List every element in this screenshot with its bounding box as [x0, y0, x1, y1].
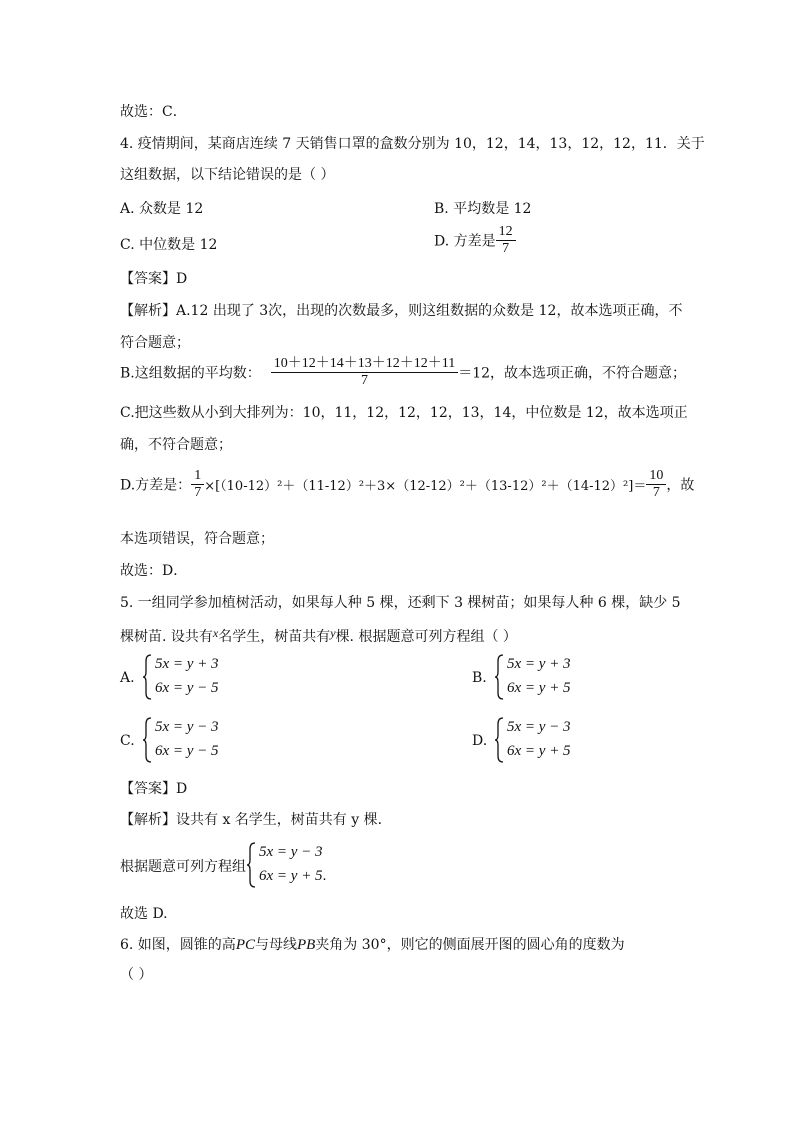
q4-mean-fraction	[271, 356, 458, 389]
q4-stem-line1: 4. 疫情期间，某商店连续 7 天销售口罩的盒数分别为 10，12，14，13，12，12，11．关于	[120, 136, 705, 152]
q4-option-d	[434, 224, 516, 257]
q4-analysis-c-line2: 确，不符合题意；	[120, 437, 232, 453]
q5-option-b-system	[494, 654, 614, 704]
segment-pc: PC	[235, 937, 255, 953]
q4-option-b: B. 平均数是 12	[434, 201, 532, 217]
q5-conclusion: 故选 D.	[120, 906, 168, 922]
q5-stem-line2	[120, 624, 517, 646]
q5-answer: 【答案】D	[120, 781, 188, 797]
equation-1: 5x = y + 3	[155, 656, 219, 672]
fraction-denominator: 7	[646, 484, 666, 501]
q5-option-c-label: C.	[120, 733, 135, 749]
q5-stem-line1: 5. 一组同学参加植树活动，如果每人种 5 棵，还剩下 3 棵树苗；如果每人种 6 棵，缺少 5	[120, 595, 681, 611]
q4-conclusion: 故选：D．	[120, 563, 188, 579]
q4-option-a: A. 众数是 12	[120, 201, 204, 217]
equation-2-text: 6x = y + 5	[259, 868, 323, 884]
left-brace-icon	[494, 717, 504, 761]
equation-2: 6x = y − 5	[155, 743, 219, 759]
q4-stem-line2: 这组数据，以下结论错误的是（ ）	[120, 167, 335, 183]
fraction-denominator: 7	[271, 372, 458, 389]
left-brace-icon	[246, 842, 256, 886]
q6-stem-line1	[120, 936, 625, 954]
q5-option-b-label: B.	[472, 670, 487, 686]
q4-option-d-label: D. 方差是	[434, 233, 496, 250]
q4-analysis-line1: 【解析】A.12 出现了 3次，出现的次数最多，则这组数据的众数是 12，故本选项正确，不	[120, 303, 683, 319]
equation-1: 5x = y − 3	[155, 719, 219, 735]
q5-analysis: 【解析】设共有 x 名学生，树苗共有 y 棵．	[120, 812, 392, 828]
q6-stem-text-b: 与母线	[254, 937, 297, 953]
fraction-numerator: 1	[194, 468, 202, 483]
q5-stem-text-c: 棵. 根据题意可列方程组（ ）	[335, 629, 517, 645]
q5-system-prefix: 根据题意可列方程组	[120, 859, 246, 875]
q4-variance-fraction-1	[191, 468, 204, 501]
fraction-denominator: 7	[496, 240, 516, 257]
q5-solution-system	[246, 842, 366, 892]
equation-2: 6x = y − 5	[155, 680, 219, 696]
fraction-numerator: 10＋12＋14＋13＋12＋12＋11	[273, 356, 456, 371]
q4-analysis-b-suffix: ＝12，故本选项正确，不符合题意；	[458, 365, 687, 382]
q5-option-a-label: A.	[120, 670, 135, 686]
q6-stem-text-c: 夹角为 30°，则它的侧面展开图的圆心角的度数为	[315, 937, 625, 953]
equation-2	[259, 868, 326, 885]
q3-conclusion: 故选：C．	[120, 104, 187, 120]
equation-1: 5x = y + 3	[507, 656, 571, 672]
q6-stem-line2: （ ）	[120, 967, 153, 983]
equation-1: 5x = y − 3	[507, 719, 571, 735]
segment-pb: PB	[296, 937, 316, 953]
q5-stem-text-a: 棵树苗. 设共有	[120, 629, 213, 645]
equation-2: 6x = y + 5	[507, 680, 571, 696]
equation-period: .	[322, 868, 327, 884]
q4-analysis-d	[120, 468, 694, 501]
q4-variance-fraction-2	[646, 468, 666, 501]
q5-option-d-label: D.	[472, 733, 488, 749]
q5-option-a-system	[142, 654, 262, 704]
fraction-numerator: 10	[649, 468, 664, 483]
q4-analysis-c-line1: C.把这些数从小到大排列为：10，11，12，12，12，13，14，中位数是 12，故本选项正	[120, 405, 688, 421]
q5-option-c-system	[142, 717, 262, 767]
q4-analysis-line2: 符合题意；	[120, 335, 190, 351]
q4-variance-expression: ×[（10-12）²＋（11-12）²＋3×（12-12）²＋（13-12）²＋（14-12）²]＝	[204, 479, 647, 494]
left-brace-icon	[494, 654, 504, 698]
q4-analysis-d-suffix: ，故	[666, 477, 695, 494]
fraction-denominator: 7	[191, 484, 204, 501]
q6-stem-text-a: 6. 如图，圆锥的高	[120, 937, 236, 953]
variable-x: x	[212, 626, 219, 640]
left-brace-icon	[142, 654, 152, 698]
q4-analysis-b-prefix: B.这组数据的平均数：	[120, 365, 261, 382]
fraction-numerator: 12	[498, 224, 513, 239]
left-brace-icon	[142, 717, 152, 761]
equation-1: 5x = y − 3	[259, 844, 323, 860]
q4-option-d-fraction	[496, 224, 516, 257]
q4-analysis-b	[120, 356, 686, 389]
q5-option-d-system	[494, 717, 614, 767]
q5-stem-text-b: 名学生，树苗共有	[218, 629, 331, 645]
variable-y: y	[330, 626, 336, 640]
q4-option-c: C. 中位数是 12	[120, 237, 218, 253]
q4-analysis-d-prefix: D.方差是：	[120, 477, 192, 494]
q4-answer: 【答案】D	[120, 271, 188, 287]
equation-2: 6x = y + 5	[507, 743, 571, 759]
q4-analysis-d-line2: 本选项错误，符合题意；	[120, 531, 274, 547]
